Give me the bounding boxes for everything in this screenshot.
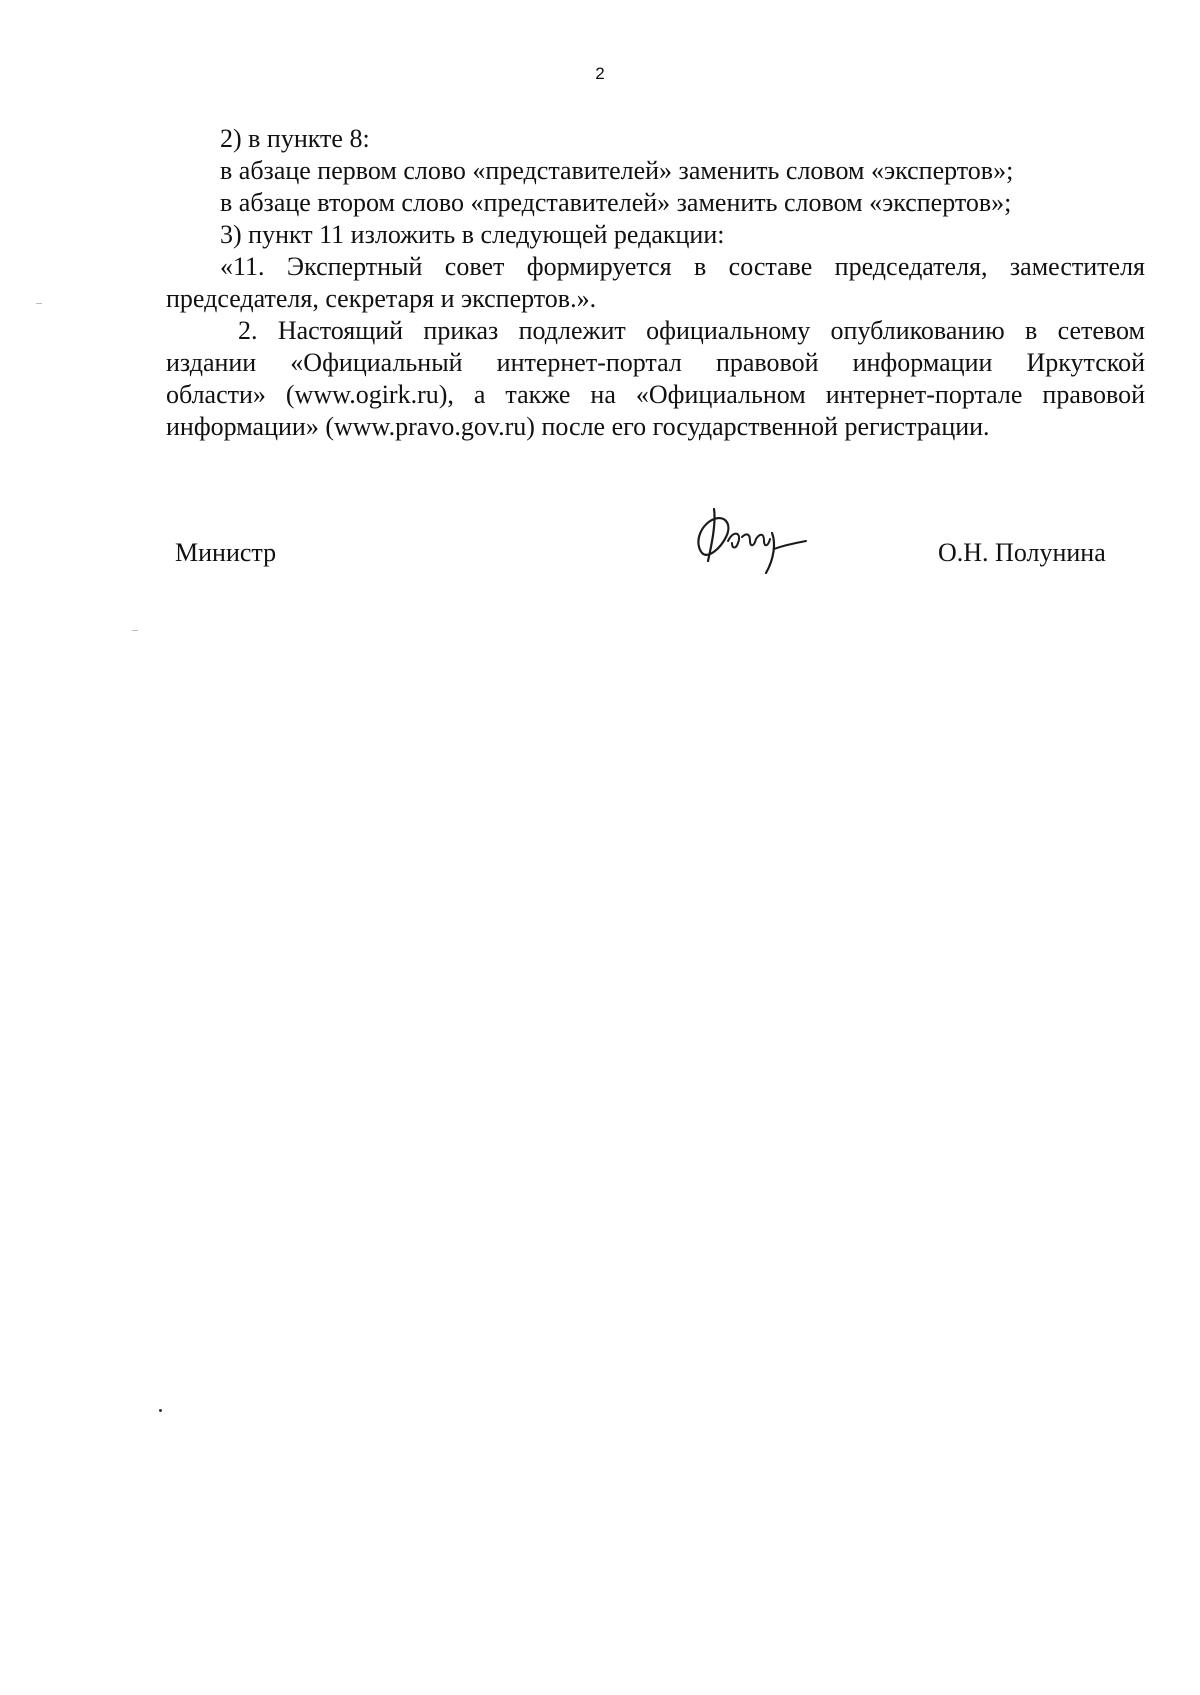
signatory-name: О.Н. Полунина bbox=[938, 538, 1106, 567]
scan-mark bbox=[36, 303, 42, 304]
page-number: 2 bbox=[595, 64, 605, 83]
signatory-title: Министр bbox=[175, 538, 277, 567]
handwritten-signature bbox=[692, 503, 808, 581]
body-line-5: «11. Экспертный совет формируется в составе председателя, заместителя bbox=[220, 252, 1145, 281]
body-line-4: 3) пункт 11 изложить в следующей редакции: bbox=[220, 220, 725, 249]
body-line-8: издании «Официальный интернет-портал правовой информации Иркутской bbox=[166, 348, 1145, 377]
body-line-3: в абзаце втором слово «представителей» заменить словом «экспертов»; bbox=[220, 188, 1012, 217]
body-line-10: информации» (www.pravo.gov.ru) после его государственной регистрации. bbox=[166, 412, 990, 441]
scan-speck bbox=[159, 1409, 162, 1412]
body-line-9: области» (www.ogirk.ru), а также на «Официальном интернет-портале правовой bbox=[166, 380, 1145, 409]
body-line-6: председателя, секретаря и экспертов.». bbox=[166, 284, 597, 313]
body-line-7: 2. Настоящий приказ подлежит официальному опубликованию в сетевом bbox=[238, 316, 1145, 345]
scan-mark bbox=[132, 630, 138, 631]
body-line-1: 2) в пункте 8: bbox=[220, 124, 370, 153]
body-line-2: в абзаце первом слово «представителей» заменить словом «экспертов»; bbox=[220, 156, 1014, 185]
